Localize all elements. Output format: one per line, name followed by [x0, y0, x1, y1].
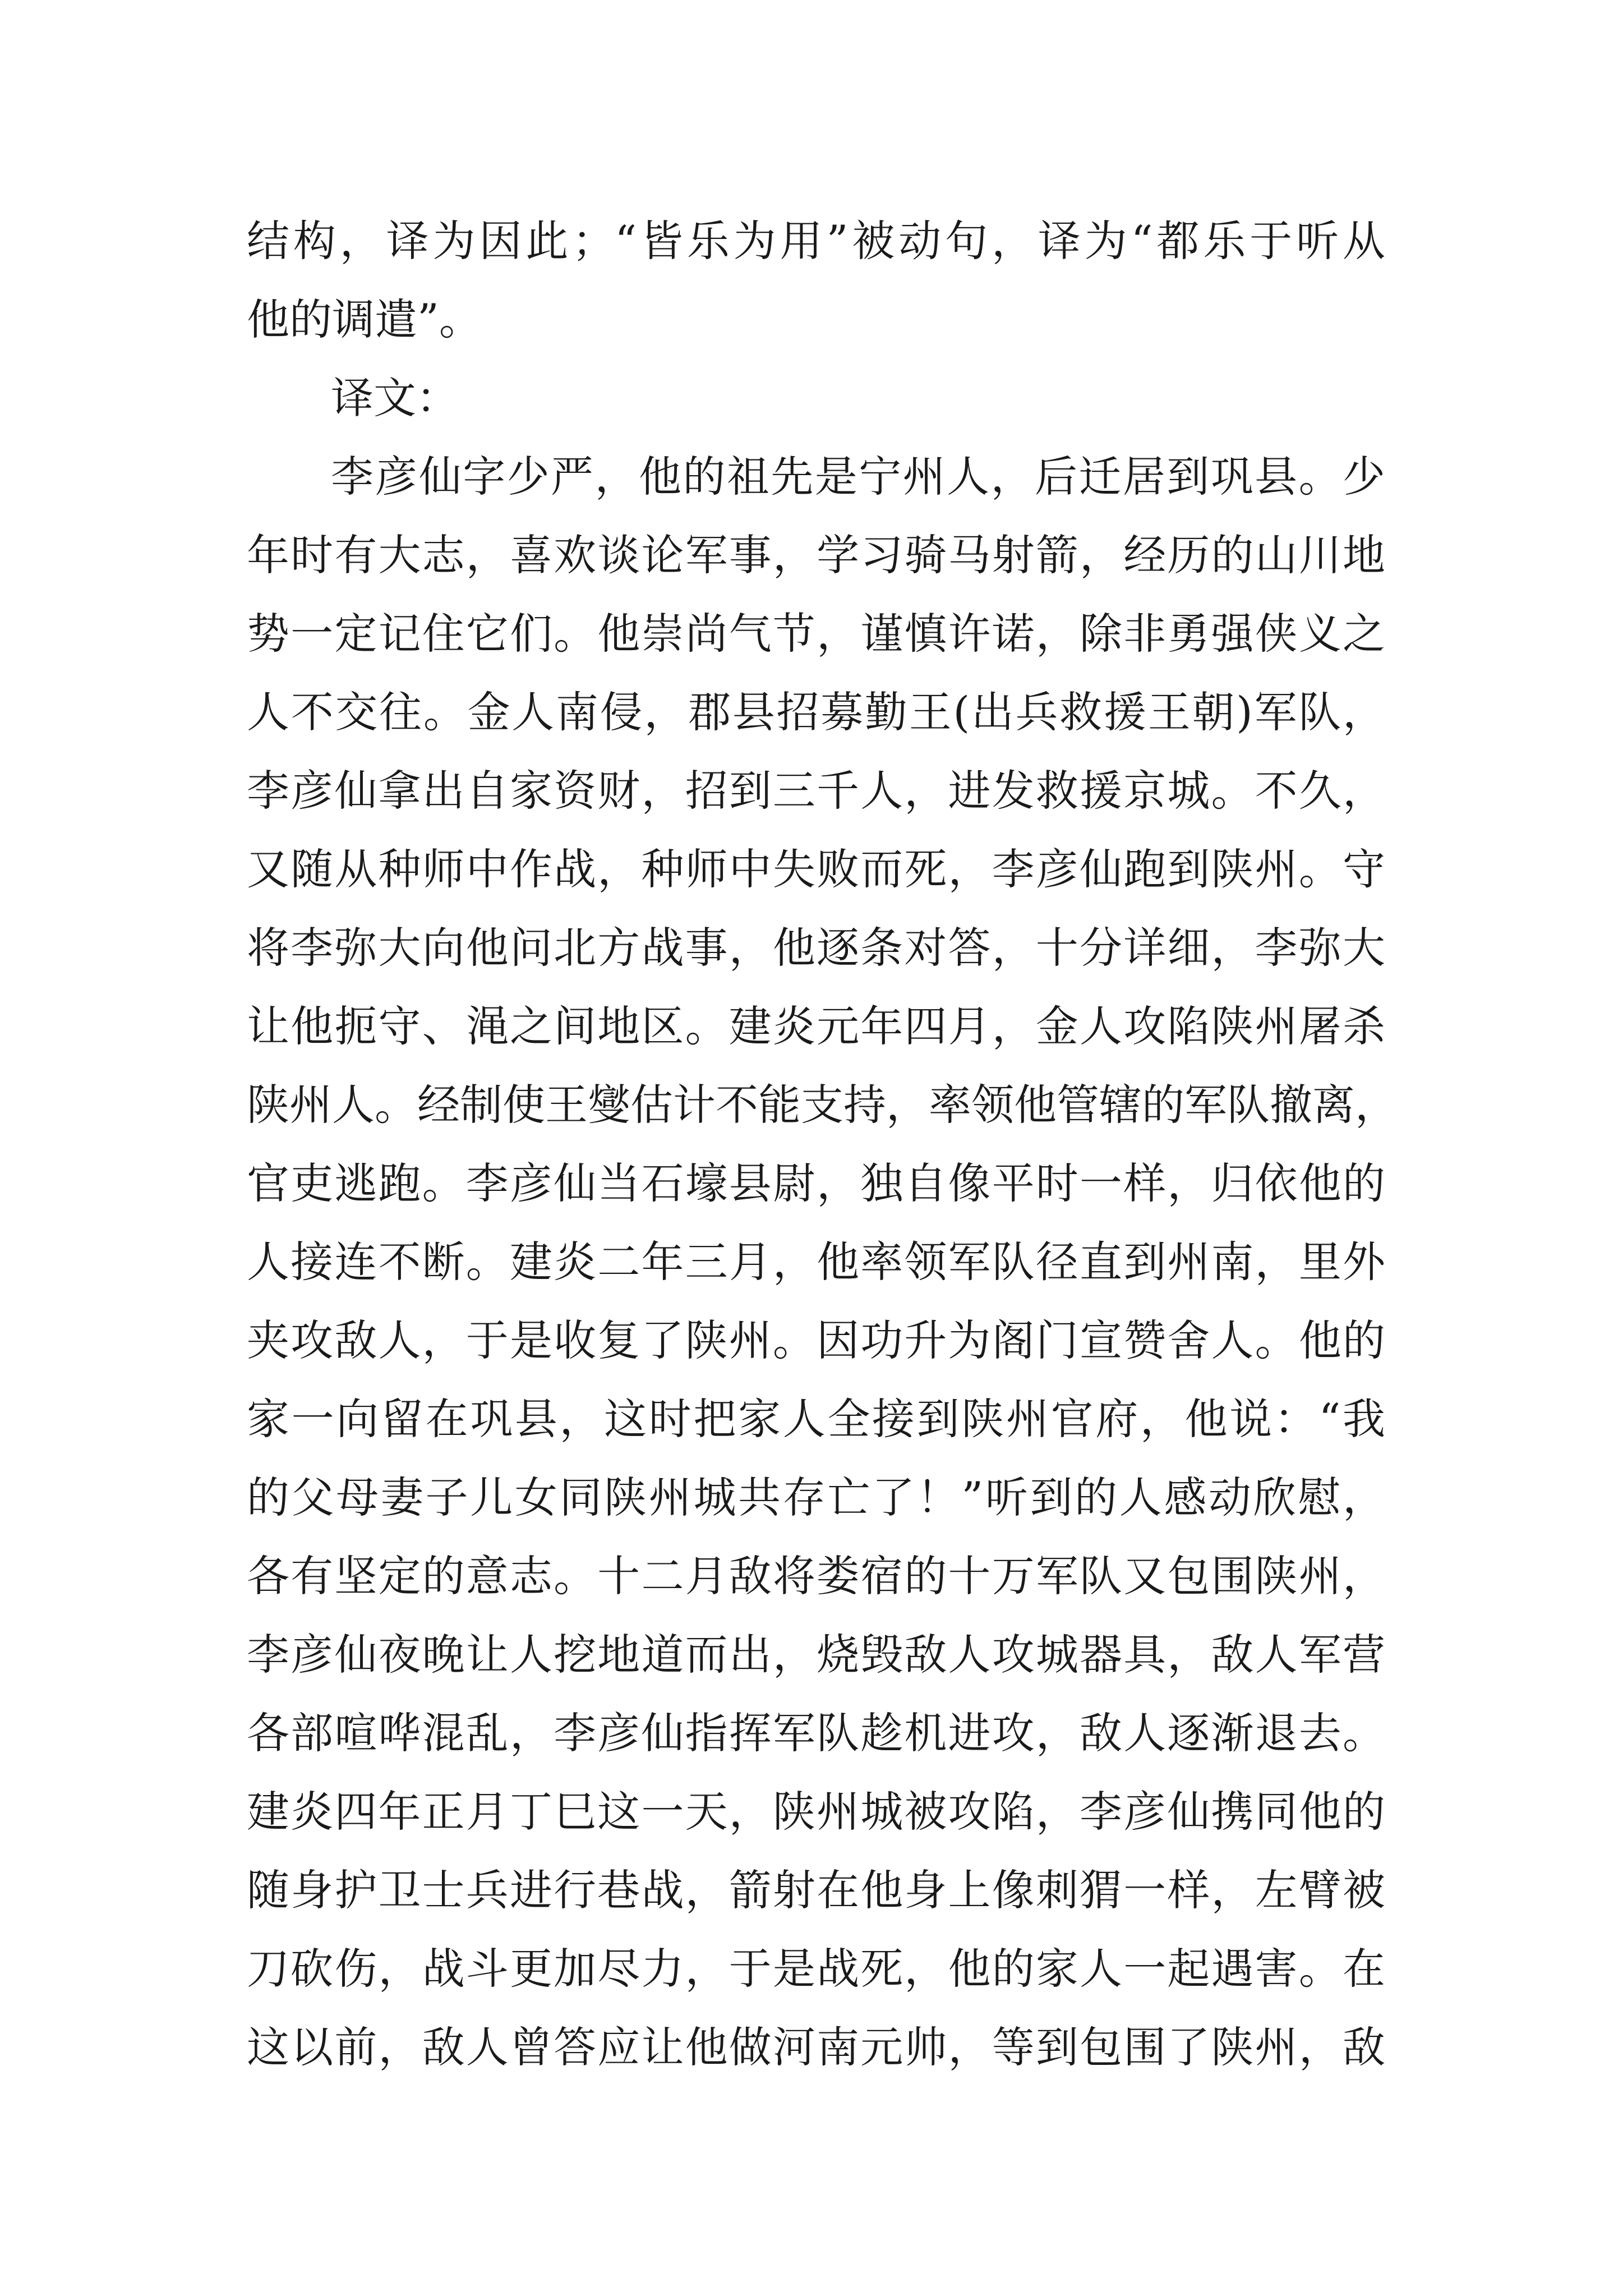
text-line-1: 结构，译为因此；“皆乐为用”被动句，译为“都乐于听从 [247, 216, 1385, 266]
text-line-24: 这以前，敌人曾答应让他做河南元帅，等到包围了陕州，敌 [247, 2022, 1385, 2072]
text-line-7: 人不交往。金人南侵，郡县招募勤王(出兵救援王朝)军队， [247, 687, 1385, 737]
text-line-9: 又随从种师中作战，种师中失败而死，李彦仙跑到陕州。守 [247, 844, 1385, 894]
text-line-20: 各部喧哗混乱，李彦仙指挥军队趁机进攻，敌人逐渐退去。 [247, 1708, 1385, 1758]
text-line-21: 建炎四年正月丁巳这一天，陕州城被攻陷，李彦仙携同他的 [247, 1787, 1385, 1837]
text-line-18: 各有坚定的意志。十二月敌将娄宿的十万军队又包围陕州， [247, 1551, 1385, 1601]
text-line-5: 年时有大志，喜欢谈论军事，学习骑马射箭，经历的山川地 [247, 530, 1385, 580]
text-line-23: 刀砍伤，战斗更加尽力，于是战死，他的家人一起遇害。在 [247, 1944, 1385, 1994]
text-line-10: 将李弥大向他问北方战事，他逐条对答，十分详细，李弥大 [247, 923, 1385, 973]
text-line-6: 势一定记住它们。他崇尚气节，谨慎许诺，除非勇强侠义之 [247, 609, 1385, 659]
section-heading: 译文： [331, 373, 459, 423]
paragraph-first-line: 李彦仙字少严，他的祖先是宁州人，后迁居到巩县。少 [331, 452, 1385, 501]
text-line-2: 他的调遣”。 [247, 295, 482, 344]
text-line-14: 人接连不断。建炎二年三月，他率领军队径直到州南，里外 [247, 1237, 1385, 1287]
text-line-8: 李彦仙拿出自家资财，招到三千人，进发救援京城。不久， [247, 766, 1385, 816]
text-line-17: 的父母妻子儿女同陕州城共存亡了！”听到的人感动欣慰， [247, 1473, 1385, 1522]
text-line-15: 夹攻敌人，于是收复了陕州。因功升为阁门宣赞舍人。他的 [247, 1315, 1385, 1365]
text-line-19: 李彦仙夜晚让人挖地道而出，烧毁敌人攻城器具，敌人军营 [247, 1630, 1385, 1680]
text-line-22: 随身护卫士兵进行巷战，箭射在他身上像刺猬一样，左臂被 [247, 1865, 1385, 1915]
text-line-11: 让他扼守、渑之间地区。建炎元年四月，金人攻陷陕州屠杀 [247, 1001, 1385, 1051]
text-line-12: 陕州人。经制使王燮估计不能支持，率领他管辖的军队撤离， [247, 1080, 1398, 1130]
text-line-13: 官吏逃跑。李彦仙当石壕县尉，独自像平时一样，归依他的 [247, 1158, 1385, 1208]
text-line-16: 家一向留在巩县，这时把家人全接到陕州官府，他说：“我 [247, 1394, 1385, 1444]
